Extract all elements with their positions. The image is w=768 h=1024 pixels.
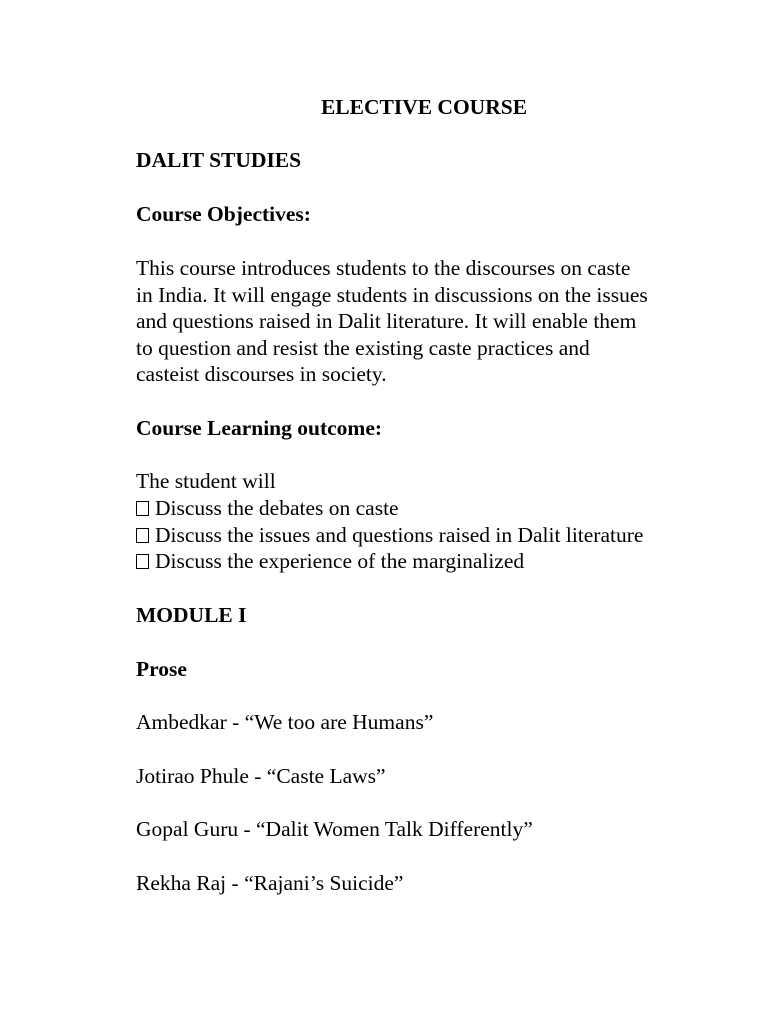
outcome-text: Discuss the issues and questions raised in Dalit literature (155, 523, 644, 547)
reading-item: Rekha Raj - “Rajani’s Suicide” (136, 871, 404, 895)
module-heading: MODULE I (136, 603, 247, 627)
objectives-line: in India. It will engage students in discussions on the issues (136, 282, 648, 307)
reading-item: Ambedkar - “We too are Humans” (136, 710, 434, 734)
outcome-text: Discuss the experience of the marginalized (155, 549, 525, 573)
course-title: DALIT STUDIES (136, 148, 302, 172)
objectives-heading: Course Objectives: (136, 202, 311, 226)
section-heading: Prose (136, 657, 187, 681)
objectives-line: to question and resist the existing caste practices and (136, 335, 590, 360)
outcome-heading: Course Learning outcome: (136, 416, 383, 440)
document-heading: ELECTIVE COURSE (320, 95, 528, 119)
outcome-list-item (136, 548, 524, 575)
missing-glyph-bullet-icon (136, 554, 149, 569)
objectives-line: and questions raised in Dalit literature. It will enable them (136, 309, 637, 334)
outcome-list-item (136, 495, 399, 522)
reading-item: Jotirao Phule - “Caste Laws” (136, 764, 386, 788)
outcome-intro: The student will (136, 469, 276, 493)
reading-item: Gopal Guru - “Dalit Women Talk Differently” (136, 817, 533, 841)
objectives-line: This course introduces students to the discourses on caste (136, 256, 631, 280)
missing-glyph-bullet-icon (136, 501, 149, 516)
objectives-paragraph (136, 255, 696, 388)
outcome-list-item (136, 522, 643, 549)
outcome-text: Discuss the debates on caste (155, 496, 399, 520)
objectives-line: casteist discourses in society. (136, 362, 387, 387)
missing-glyph-bullet-icon (136, 528, 149, 543)
